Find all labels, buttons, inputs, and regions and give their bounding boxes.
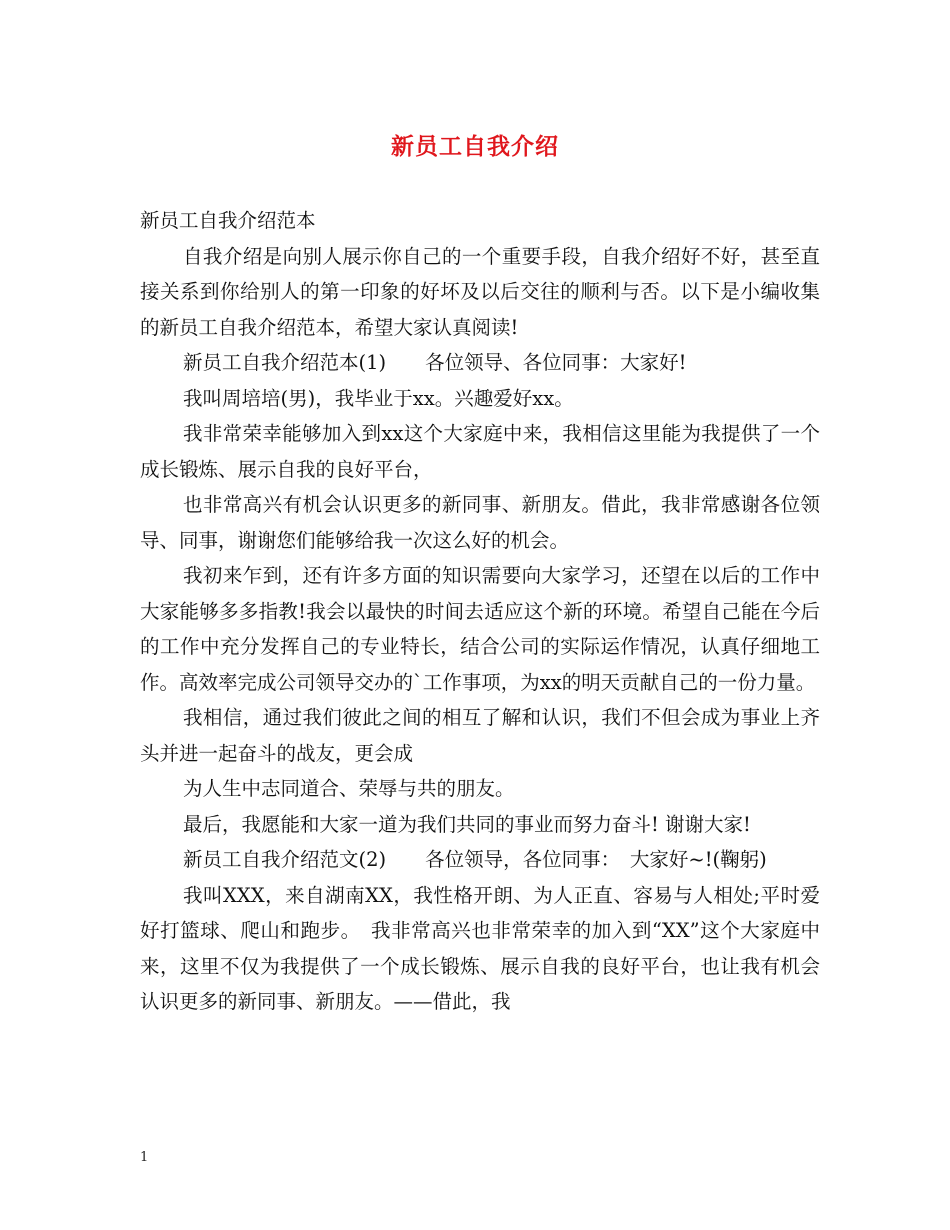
paragraph-name: 我叫周培培(男)，我毕业于xx。兴趣爱好xx。 (183, 386, 574, 410)
page-number: 1 (140, 1150, 149, 1165)
paragraph-thanks: 也非常高兴有机会认识更多的新同事、新朋友。借此，我非常感谢各位领导、同事，谢谢您们能够给我一次这么好的机会。 (140, 493, 820, 552)
paragraph-sample-1-heading: 新员工自我介绍范本(1) 各位领导、各位同事：大家好! (183, 351, 687, 374)
paragraph-learning: 我初来乍到，还有许多方面的知识需要向大家学习，还望在以后的工作中大家能够多多指教!我会以最快的时间去适应这个新的环境。希望自己能在今后的工作中充分发挥自己的专业特长，结合公司的实际运作情况，认真仔细地工作。高效率完成公司领导交办的`工作事项，为xx的明天贡献自己的一份力量。 (140, 564, 820, 694)
paragraph-sample-2-heading: 新员工自我介绍范文(2) 各位领导，各位同事： 大家好~!(鞠躬) (183, 848, 767, 871)
paragraph-believe: 我相信，通过我们彼此之间的相互了解和认识，我们不但会成为事业上齐头并进一起奋斗的战友，更会成 (140, 706, 820, 765)
section-subtitle: 新员工自我介绍范本 (140, 209, 316, 232)
paragraph-sample-2-body: 我叫XXX，来自湖南XX，我性格开朗、为人正直、容易与人相处;平时爱好打篮球、爬山和跑步。 我非常高兴也非常荣幸的加入到“XX”这个大家庭中来，这里不仅为我提供了一个成长锻炼、展示自我的良好平台，也让我有机会认识更多的新同事、新朋友。——借此，我 (140, 883, 820, 1013)
paragraph-intro: 自我介绍是向别人展示你自己的一个重要手段，自我介绍好不好，甚至直接关系到你给别人的第一印象的好坏及以后交往的顺利与否。以下是小编收集的新员工自我介绍范本，希望大家认真阅读! (140, 244, 820, 339)
document-title: 新员工自我介绍 (391, 133, 559, 160)
document-body (140, 203, 820, 1020)
paragraph-honored: 我非常荣幸能够加入到xx这个大家庭中来，我相信这里能为我提供了一个成长锻炼、展示自我的良好平台， (140, 422, 820, 481)
paragraph-closing: 最后，我愿能和大家一道为我们共同的事业而努力奋斗! 谢谢大家! (183, 812, 751, 836)
paragraph-friends: 为人生中志同道合、荣辱与共的朋友。 (183, 777, 515, 800)
